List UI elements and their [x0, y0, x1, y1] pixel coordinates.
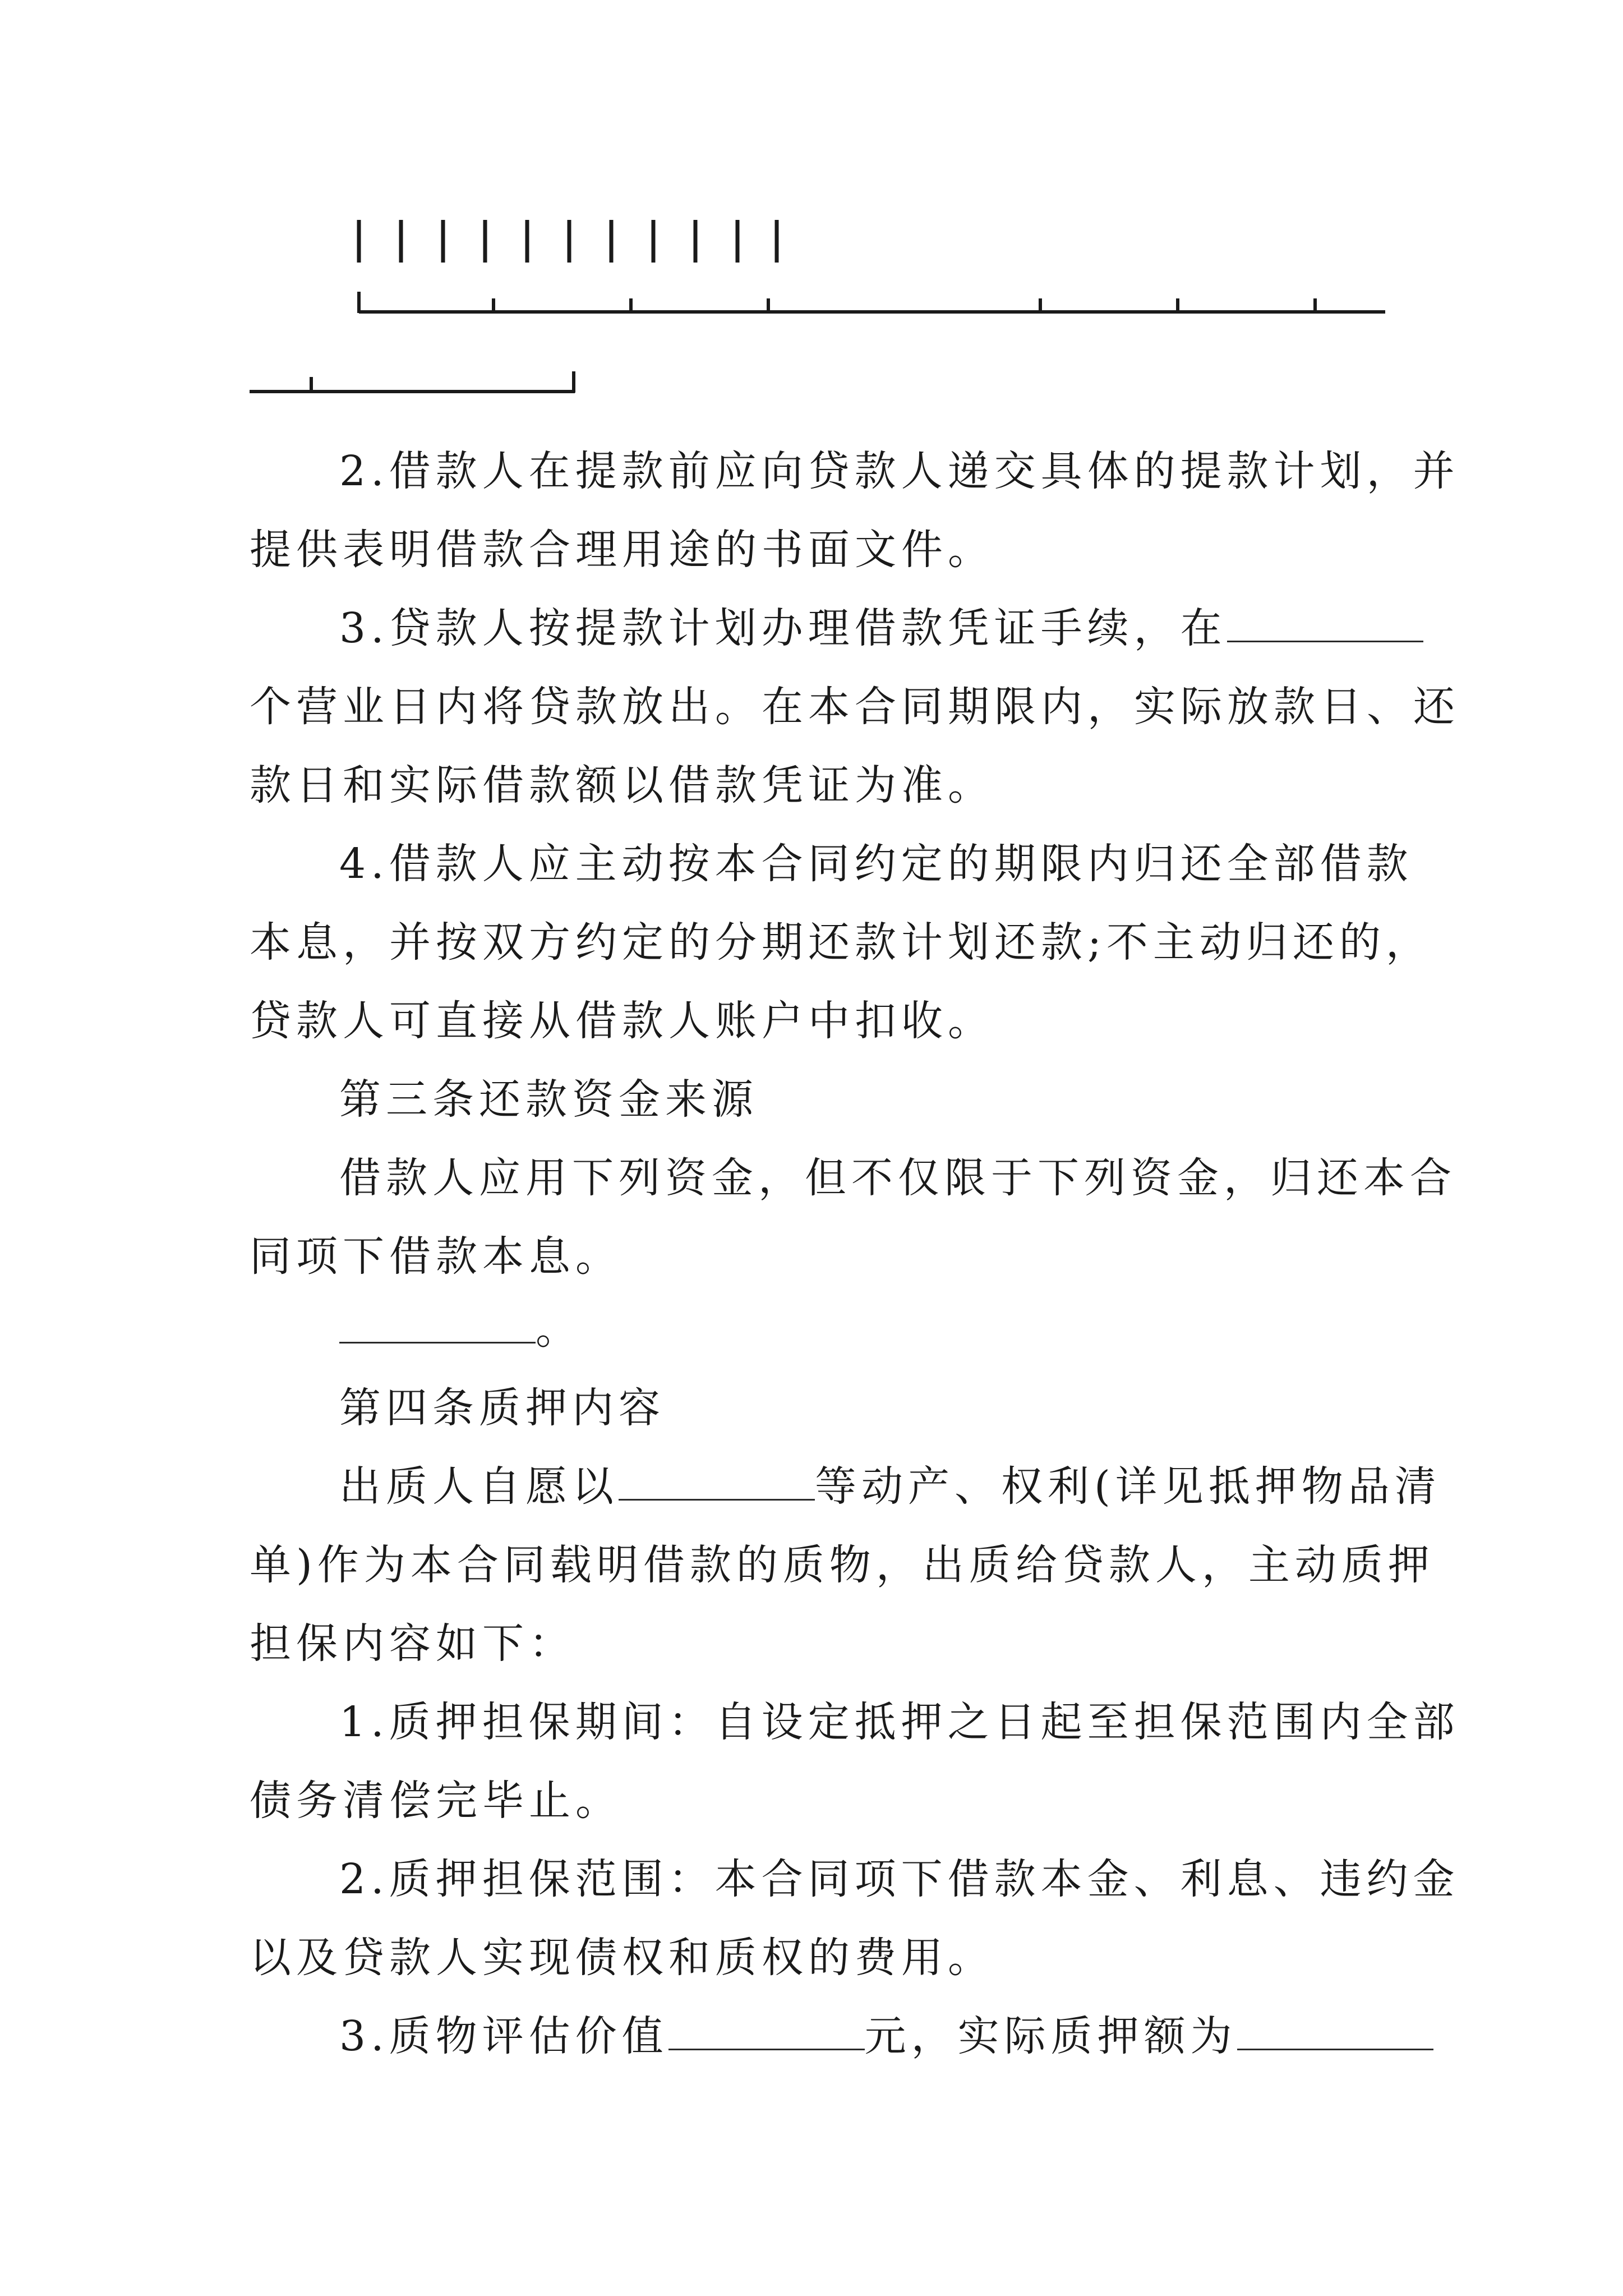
- text-line: 本息，并按双方约定的分期还款计划还款;不主动归还的，: [250, 918, 1432, 967]
- text-segment: 3.质物评估价值: [339, 2012, 668, 2060]
- clause2-item2: [250, 432, 1460, 589]
- clause2-item4: [250, 825, 1432, 1060]
- clause4-item2: [250, 1840, 1460, 1997]
- text-segment: 。: [536, 1305, 582, 1354]
- text-line: 同项下借款本息。: [250, 1232, 622, 1281]
- table-border-lines: [250, 213, 1388, 404]
- text-segment: 等动产、权利(详见抵押物品清: [815, 1462, 1441, 1511]
- text-line: [250, 1290, 1382, 1369]
- blank-field: [668, 2014, 865, 2050]
- text-line: 2.借款人在提款前应向贷款人递交具体的提款计划，并: [339, 447, 1460, 495]
- blank-field: [1227, 606, 1423, 642]
- clause4-heading: 第四条质押内容: [339, 1384, 665, 1432]
- blank-field: [339, 1307, 536, 1343]
- text-line: 单)作为本合同载明借款的质物，出质给贷款人，主动质押: [250, 1541, 1435, 1589]
- text-line: 款日和实际借款额以借款凭证为准。: [250, 761, 994, 809]
- clause3-fill: [250, 1290, 1382, 1369]
- clause4: [250, 1369, 1441, 1683]
- clause4-item1: [250, 1683, 1460, 1840]
- text-segment: 出质人自愿以: [339, 1462, 619, 1511]
- clause2-item3: [250, 589, 1460, 825]
- clause3-heading: 第三条还款资金来源: [339, 1075, 758, 1124]
- text-line: 借款人应用下列资金，但不仅限于下列资金，归还本合: [339, 1154, 1456, 1202]
- blank-field: [619, 1464, 815, 1501]
- text-line: 个营业日内将贷款放出。在本合同期限内，实际放款日、还: [250, 683, 1460, 731]
- text-line: [250, 1447, 1441, 1526]
- clause3: [250, 1060, 1456, 1296]
- text-line: 1.质押担保期间：自设定抵押之日起至担保范围内全部: [339, 1698, 1460, 1746]
- text-line: [250, 1997, 1382, 2076]
- text-line: [250, 589, 1382, 668]
- blank-field: [1237, 2014, 1433, 2050]
- text-line: 4.借款人应主动按本合同约定的期限内归还全部借款: [339, 840, 1413, 888]
- text-line: 担保内容如下：: [250, 1619, 575, 1668]
- text-line: 2.质押担保范围：本合同项下借款本金、利息、违约金: [339, 1855, 1460, 1903]
- clause4-item3: [250, 1997, 1382, 2076]
- text-segment: 3.贷款人按提款计划办理借款凭证手续，在: [339, 604, 1227, 652]
- text-line: 以及贷款人实现债权和质权的费用。: [250, 1934, 994, 1982]
- text-line: 贷款人可直接从借款人账户中扣收。: [250, 997, 994, 1045]
- text-segment: 元，实际质押额为: [864, 2012, 1237, 2060]
- text-line: 债务清偿完毕止。: [250, 1777, 622, 1825]
- text-line: 提供表明借款合理用途的书面文件。: [250, 526, 994, 574]
- table-border-fragment: [250, 213, 1388, 404]
